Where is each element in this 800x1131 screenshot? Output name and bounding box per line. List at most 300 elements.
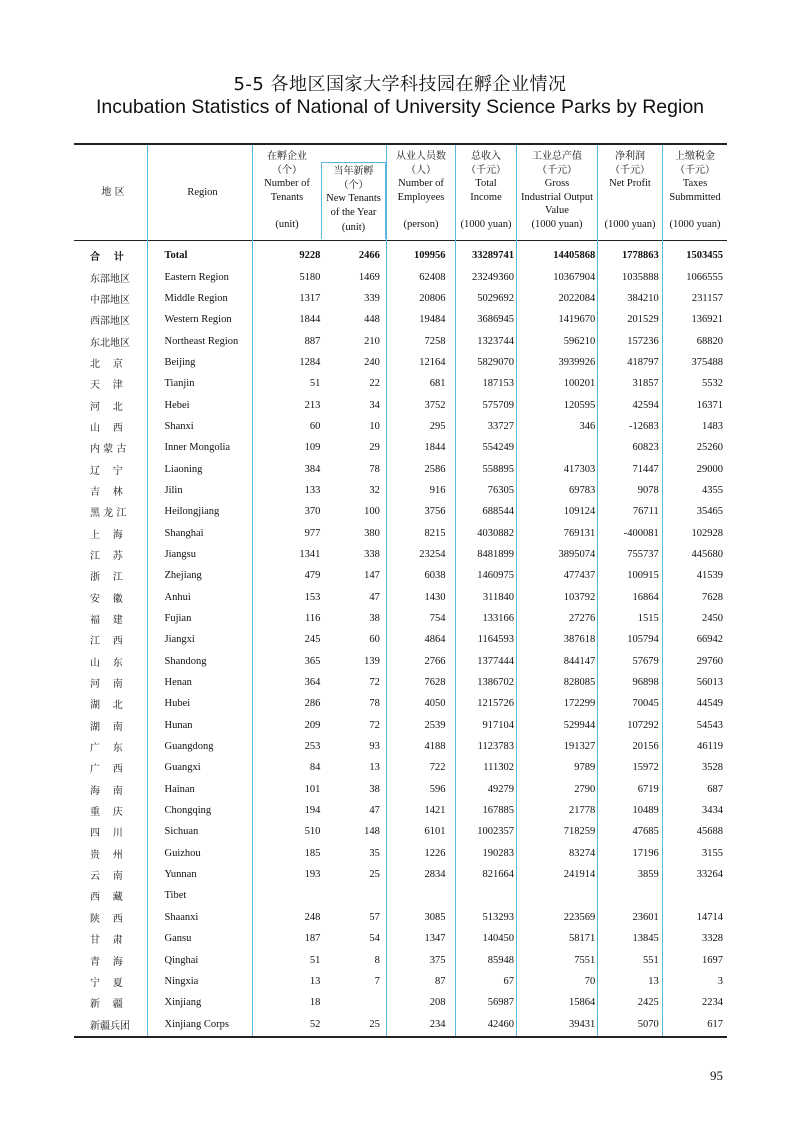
cell-net-profit: 105794 xyxy=(627,634,659,646)
header-tenants xyxy=(254,150,320,204)
table-row xyxy=(74,373,727,394)
cell-new-tenants: 78 xyxy=(369,698,380,710)
cell-taxes: 14714 xyxy=(696,911,723,923)
cell-total-income: 1323744 xyxy=(477,335,514,347)
cell-tenants: 977 xyxy=(304,527,321,539)
cell-taxes: 3155 xyxy=(702,847,723,859)
unit-taxes: (1000 yuan) xyxy=(669,219,721,230)
header-income xyxy=(456,150,516,204)
table-row xyxy=(74,779,727,800)
cell-new-tenants: 47 xyxy=(369,591,380,603)
cell-net-profit: 5070 xyxy=(637,1018,659,1030)
header-new-tenants xyxy=(322,165,385,219)
cell-tenants: 248 xyxy=(304,911,321,923)
cell-taxes: 56013 xyxy=(696,677,723,689)
cell-total-income xyxy=(450,885,518,906)
cell-tenants: 60 xyxy=(309,420,321,432)
table-row xyxy=(74,672,727,693)
table-row xyxy=(74,245,727,266)
header-output-cn: 工业总产值 （千元） xyxy=(532,151,582,176)
page-title-english: Incubation Statistics of National of University Science Parks by Region xyxy=(95,96,705,118)
table-row xyxy=(74,352,727,373)
region-name-cn: 山 西 xyxy=(90,422,123,434)
region-name-cn: 浙 江 xyxy=(90,572,123,584)
cell-employees: 3085 xyxy=(424,911,446,923)
cell-new-tenants: 38 xyxy=(369,613,380,625)
region-name-cn: 新 疆 xyxy=(90,999,123,1011)
cell-new-tenants: 100 xyxy=(364,506,380,518)
cell-taxes: 102928 xyxy=(691,527,723,539)
table-row xyxy=(74,928,727,949)
cell-industrial-output: 27276 xyxy=(569,613,596,625)
cell-new-tenants: 339 xyxy=(364,292,380,304)
cell-taxes: 4355 xyxy=(702,484,723,496)
header-new-tenants-en: New Tenants of the Year xyxy=(326,193,381,218)
region-name-cn: 东部地区 xyxy=(90,273,130,285)
cell-industrial-output: 3895074 xyxy=(558,548,596,560)
table-top-rule xyxy=(74,143,727,145)
cell-industrial-output: 417303 xyxy=(563,463,596,475)
header-employees-en: Number of Employees xyxy=(397,178,445,203)
cell-net-profit: 6719 xyxy=(637,783,659,795)
cell-taxes: 1066555 xyxy=(686,271,723,283)
region-name-cn: 黑 龙 江 xyxy=(90,508,127,520)
cell-total-income: 133166 xyxy=(482,613,514,625)
header-employees-cn: 从业人员数 （人） xyxy=(396,151,446,176)
cell-industrial-output: 191327 xyxy=(563,741,596,753)
region-name-en: Liaoning xyxy=(164,463,203,475)
cell-employees: 23254 xyxy=(419,548,446,560)
cell-net-profit: 20156 xyxy=(632,741,659,753)
cell-tenants xyxy=(267,885,324,906)
table-row xyxy=(74,715,727,736)
cell-industrial-output: 100201 xyxy=(563,378,596,390)
cell-industrial-output: 477437 xyxy=(563,570,596,582)
region-name-cn: 河 南 xyxy=(90,679,123,691)
cell-tenants: 1341 xyxy=(299,548,321,560)
cell-net-profit: 2425 xyxy=(637,997,659,1009)
cell-industrial-output: 3939926 xyxy=(558,356,596,368)
cell-taxes: 3528 xyxy=(702,762,723,774)
cell-industrial-output: 2790 xyxy=(574,783,596,795)
table-row xyxy=(74,864,727,885)
region-name-cn: 重 庆 xyxy=(90,807,123,819)
cell-net-profit: 47685 xyxy=(632,826,659,838)
cell-tenants: 887 xyxy=(304,335,321,347)
cell-tenants: 185 xyxy=(304,847,321,859)
cell-total-income: 5829070 xyxy=(477,356,514,368)
cell-net-profit: 1035888 xyxy=(621,271,659,283)
region-name-en: Jiangsu xyxy=(164,548,196,560)
cell-employees: 6101 xyxy=(424,826,446,838)
cell-net-profit: 418797 xyxy=(627,356,659,368)
region-name-cn: 福 建 xyxy=(90,615,123,627)
cell-tenants: 84 xyxy=(309,762,321,774)
region-name-en: Heilongjiang xyxy=(164,506,220,518)
cell-taxes xyxy=(663,885,727,906)
cell-new-tenants: 240 xyxy=(364,356,380,368)
cell-tenants: 51 xyxy=(309,378,321,390)
table-row xyxy=(74,266,727,287)
cell-new-tenants: 25 xyxy=(369,1018,380,1030)
cell-new-tenants: 448 xyxy=(364,314,380,326)
region-name-en: Shanxi xyxy=(164,420,194,432)
cell-net-profit: 201529 xyxy=(627,314,659,326)
region-name-en: Hainan xyxy=(164,783,195,795)
region-name-en: Guangdong xyxy=(164,741,214,753)
cell-industrial-output: 2022084 xyxy=(558,292,596,304)
cell-net-profit: 16864 xyxy=(632,591,659,603)
cell-new-tenants: 35 xyxy=(369,847,380,859)
table-row xyxy=(74,501,727,522)
header-income-cn: 总收入 （千元） xyxy=(466,151,506,176)
cell-tenants: 364 xyxy=(304,677,321,689)
cell-total-income: 3686945 xyxy=(477,314,514,326)
cell-taxes: 2450 xyxy=(702,613,723,625)
cell-tenants: 245 xyxy=(304,634,321,646)
region-name-en: Tibet xyxy=(164,890,187,902)
cell-net-profit: 551 xyxy=(642,954,659,966)
region-name-en: Jilin xyxy=(164,484,183,496)
cell-taxes: 54543 xyxy=(696,719,723,731)
header-tenants-en: Number of Tenants xyxy=(264,178,310,203)
cell-taxes: 1483 xyxy=(702,420,723,432)
table-row xyxy=(74,885,727,906)
region-name-cn: 东北地区 xyxy=(90,337,130,349)
page-title-chinese: 5-5 各地区国家大学科技园在孵企业情况 xyxy=(233,74,567,95)
cell-new-tenants: 32 xyxy=(369,484,380,496)
cell-net-profit: 755737 xyxy=(627,548,659,560)
unit-employees: (person) xyxy=(403,219,439,230)
cell-taxes: 46119 xyxy=(697,741,723,753)
cell-taxes: 29760 xyxy=(696,655,723,667)
region-name-en: Henan xyxy=(164,677,192,689)
table-row xyxy=(74,821,727,842)
cell-total-income: 23249360 xyxy=(471,271,514,283)
region-name-en: Total xyxy=(164,250,188,262)
region-name-en: Guizhou xyxy=(164,847,201,859)
cell-taxes: 41539 xyxy=(696,570,723,582)
cell-total-income: 5029692 xyxy=(477,292,514,304)
cell-employees: 1844 xyxy=(424,442,446,454)
cell-taxes: 3434 xyxy=(702,805,723,817)
cell-total-income: 85948 xyxy=(487,954,514,966)
cell-industrial-output: 387618 xyxy=(563,634,596,646)
header-region-cn: 地 区 xyxy=(101,187,125,198)
cell-new-tenants: 147 xyxy=(364,570,380,582)
cell-employees: 3756 xyxy=(424,506,446,518)
header-output xyxy=(517,150,597,218)
cell-taxes: 2234 xyxy=(702,997,723,1009)
cell-net-profit: 9078 xyxy=(637,484,659,496)
cell-new-tenants: 2466 xyxy=(358,250,380,262)
cell-new-tenants: 148 xyxy=(364,826,380,838)
cell-employees: 19484 xyxy=(419,314,446,326)
region-name-cn: 北 京 xyxy=(90,358,123,370)
region-name-en: Inner Mongolia xyxy=(164,442,231,454)
header-tenants-cn: 在孵企业 （个） xyxy=(267,151,307,176)
cell-new-tenants: 25 xyxy=(369,869,380,881)
header-profit xyxy=(598,150,662,191)
cell-total-income: 1460975 xyxy=(477,570,514,582)
region-name-cn: 湖 南 xyxy=(90,721,123,733)
cell-industrial-output: 241914 xyxy=(563,869,596,881)
cell-employees: 754 xyxy=(429,613,446,625)
region-name-en: Shandong xyxy=(164,655,207,667)
cell-industrial-output: 120595 xyxy=(563,399,596,411)
cell-employees: 3752 xyxy=(424,399,446,411)
cell-employees: 2539 xyxy=(424,719,446,731)
region-name-cn: 山 东 xyxy=(90,657,123,669)
table-row xyxy=(74,693,727,714)
cell-employees: 1430 xyxy=(424,591,446,603)
region-name-en: Fujian xyxy=(164,613,192,625)
cell-taxes: 3 xyxy=(717,975,723,987)
cell-total-income: 558895 xyxy=(482,463,514,475)
cell-employees: 1347 xyxy=(424,933,446,945)
cell-net-profit: 15972 xyxy=(632,762,659,774)
cell-new-tenants: 139 xyxy=(364,655,380,667)
cell-tenants: 187 xyxy=(304,933,321,945)
cell-taxes: 29000 xyxy=(696,463,723,475)
table-row xyxy=(74,416,727,437)
table-row xyxy=(74,757,727,778)
table-bottom-rule xyxy=(74,1036,727,1038)
region-name-en: Sichuan xyxy=(164,826,199,838)
region-name-en: Zhejiang xyxy=(164,570,202,582)
cell-net-profit: -12683 xyxy=(628,420,659,432)
header-taxes-cn: 上缴税金 （千元） xyxy=(675,151,715,176)
cell-total-income: 1123783 xyxy=(477,741,514,753)
cell-industrial-output: 39431 xyxy=(569,1018,596,1030)
table-row xyxy=(74,309,727,330)
region-name-cn: 湖 北 xyxy=(90,700,123,712)
cell-net-profit: 1778863 xyxy=(621,250,659,262)
cell-employees: 7258 xyxy=(424,335,446,347)
cell-new-tenants: 22 xyxy=(369,378,380,390)
cell-employees: 2766 xyxy=(424,655,446,667)
page-number: 95 xyxy=(710,1068,723,1083)
cell-total-income: 1386702 xyxy=(477,677,514,689)
table-row xyxy=(74,522,727,543)
table-row xyxy=(74,458,727,479)
cell-industrial-output: 172299 xyxy=(563,698,596,710)
cell-taxes: 617 xyxy=(707,1018,723,1030)
cell-employees: 6038 xyxy=(424,570,446,582)
cell-new-tenants: 72 xyxy=(369,719,380,731)
region-name-en: Hubei xyxy=(164,698,191,710)
region-name-en: Beijing xyxy=(164,356,196,368)
cell-net-profit: 3859 xyxy=(637,869,659,881)
table-row xyxy=(74,843,727,864)
cell-industrial-output: 1419670 xyxy=(558,314,596,326)
cell-total-income: 111302 xyxy=(483,762,514,774)
cell-industrial-output: 828085 xyxy=(563,677,596,689)
cell-industrial-output: 346 xyxy=(579,420,596,432)
cell-total-income: 575709 xyxy=(482,399,514,411)
region-name-cn: 宁 夏 xyxy=(90,977,123,989)
cell-total-income: 42460 xyxy=(487,1018,514,1030)
cell-new-tenants: 338 xyxy=(364,548,380,560)
header-output-en: Gross Industrial Output Value xyxy=(520,178,594,216)
cell-new-tenants: 1469 xyxy=(358,271,380,283)
region-name-cn: 广 西 xyxy=(90,764,123,776)
table-row xyxy=(74,544,727,565)
cell-net-profit: 107292 xyxy=(627,719,659,731)
cell-taxes: 33264 xyxy=(696,869,723,881)
cell-net-profit: 13845 xyxy=(632,933,659,945)
cell-total-income: 513293 xyxy=(482,911,514,923)
cell-total-income: 33727 xyxy=(487,420,514,432)
cell-new-tenants xyxy=(324,885,384,906)
cell-employees: 681 xyxy=(429,378,446,390)
cell-new-tenants: 29 xyxy=(369,442,380,454)
cell-taxes: 1697 xyxy=(702,954,723,966)
cell-taxes: 16371 xyxy=(696,399,723,411)
cell-tenants: 52 xyxy=(309,1018,321,1030)
table-row xyxy=(74,651,727,672)
cell-employees: 1421 xyxy=(424,805,446,817)
table-row xyxy=(74,1013,727,1034)
region-name-cn: 辽 宁 xyxy=(90,465,123,477)
cell-employees: 109956 xyxy=(414,250,446,262)
cell-tenants: 5180 xyxy=(299,271,321,283)
region-name-cn: 安 徽 xyxy=(90,593,123,605)
table-row xyxy=(74,587,727,608)
cell-new-tenants: 72 xyxy=(369,677,380,689)
cell-industrial-output: 223569 xyxy=(563,911,596,923)
header-bottom-rule xyxy=(74,240,727,241)
cell-total-income: 1164593 xyxy=(477,634,514,646)
cell-industrial-output: 7551 xyxy=(574,954,596,966)
cell-taxes: 35465 xyxy=(696,506,723,518)
cell-tenants: 133 xyxy=(304,484,321,496)
cell-net-profit: 31857 xyxy=(632,378,659,390)
cell-net-profit: 10489 xyxy=(632,805,659,817)
table-row xyxy=(74,437,727,458)
cell-industrial-output: 109124 xyxy=(563,506,596,518)
cell-total-income: 56987 xyxy=(487,997,514,1009)
cell-industrial-output: 844147 xyxy=(563,655,596,667)
region-name-cn: 吉 林 xyxy=(90,486,123,498)
region-name-cn: 江 苏 xyxy=(90,550,123,562)
cell-industrial-output xyxy=(518,885,599,906)
cell-employees: 8215 xyxy=(424,527,446,539)
cell-total-income: 917104 xyxy=(482,719,514,731)
cell-net-profit: 60823 xyxy=(632,442,659,454)
cell-industrial-output: 103792 xyxy=(563,591,596,603)
header-profit-cn: 净利润 （千元） xyxy=(610,151,650,176)
region-name-cn: 上 海 xyxy=(90,529,123,541)
cell-net-profit: 70045 xyxy=(632,698,659,710)
cell-total-income: 167885 xyxy=(482,805,514,817)
cell-total-income: 33289741 xyxy=(471,250,514,262)
region-name-cn: 天 津 xyxy=(90,380,123,392)
cell-new-tenants: 54 xyxy=(369,933,380,945)
region-name-cn: 西 藏 xyxy=(90,892,123,904)
region-name-en: Western Region xyxy=(164,314,232,326)
cell-new-tenants: 380 xyxy=(364,527,380,539)
cell-net-profit: 57679 xyxy=(632,655,659,667)
unit-income: (1000 yuan) xyxy=(460,219,512,230)
cell-employees: 596 xyxy=(429,783,446,795)
cell-taxes: 3328 xyxy=(702,933,723,945)
cell-tenants: 101 xyxy=(304,783,321,795)
cell-tenants: 116 xyxy=(305,613,321,625)
header-taxes-en: Taxes Submmitted xyxy=(669,178,721,203)
cell-employees: 4050 xyxy=(424,698,446,710)
table-row xyxy=(74,480,727,501)
cell-total-income: 1215726 xyxy=(477,698,514,710)
region-name-cn: 江 西 xyxy=(90,636,123,648)
region-name-cn: 内 蒙 古 xyxy=(90,444,127,456)
table-row xyxy=(74,608,727,629)
cell-new-tenants: 78 xyxy=(369,463,380,475)
table-row xyxy=(74,394,727,415)
region-name-cn: 河 北 xyxy=(90,401,123,413)
cell-total-income: 1002357 xyxy=(477,826,514,838)
region-name-en: Shanghai xyxy=(164,527,204,539)
cell-industrial-output: 58171 xyxy=(569,933,596,945)
cell-employees: 4864 xyxy=(424,634,446,646)
region-name-en: Hebei xyxy=(164,399,190,411)
cell-net-profit: 76711 xyxy=(632,506,659,518)
region-name-cn: 西部地区 xyxy=(90,316,130,328)
cell-tenants: 193 xyxy=(304,869,321,881)
cell-industrial-output: 529944 xyxy=(563,719,596,731)
cell-employees: 87 xyxy=(435,975,446,987)
region-name-en: Middle Region xyxy=(164,292,228,304)
cell-tenants: 51 xyxy=(309,954,321,966)
cell-employees: 234 xyxy=(429,1018,446,1030)
region-name-en: Chongqing xyxy=(164,805,212,817)
cell-taxes: 25260 xyxy=(696,442,723,454)
cell-industrial-output: 14405868 xyxy=(553,250,596,262)
cell-taxes: 5532 xyxy=(702,378,723,390)
cell-net-profit: 384210 xyxy=(627,292,659,304)
cell-taxes: 45688 xyxy=(696,826,723,838)
cell-tenants: 213 xyxy=(304,399,321,411)
cell-taxes: 687 xyxy=(707,783,723,795)
cell-taxes: 44549 xyxy=(696,698,723,710)
unit-new-tenants: (unit) xyxy=(341,222,366,233)
cell-employees: 208 xyxy=(429,997,446,1009)
cell-tenants: 365 xyxy=(304,655,321,667)
cell-taxes: 445680 xyxy=(691,548,723,560)
region-name-en: Qinghai xyxy=(164,954,199,966)
cell-total-income: 554249 xyxy=(482,442,514,454)
unit-profit: (1000 yuan) xyxy=(604,219,656,230)
cell-new-tenants: 8 xyxy=(374,954,380,966)
cell-total-income: 49279 xyxy=(487,783,514,795)
cell-new-tenants: 38 xyxy=(369,783,380,795)
cell-new-tenants: 60 xyxy=(369,634,380,646)
region-name-cn: 甘 肃 xyxy=(90,935,123,947)
cell-taxes: 68820 xyxy=(696,335,723,347)
cell-employees: 12164 xyxy=(419,356,446,368)
table-row xyxy=(74,971,727,992)
cell-net-profit xyxy=(599,885,662,906)
cell-employees: 4188 xyxy=(424,741,446,753)
cell-tenants: 1284 xyxy=(299,356,321,368)
cell-new-tenants: 34 xyxy=(369,399,380,411)
cell-new-tenants: 210 xyxy=(364,335,380,347)
cell-net-profit: 1515 xyxy=(637,613,659,625)
region-name-cn: 海 南 xyxy=(90,785,123,797)
cell-new-tenants: 7 xyxy=(374,975,380,987)
cell-taxes: 231157 xyxy=(691,292,723,304)
region-name-cn: 广 东 xyxy=(90,743,123,755)
